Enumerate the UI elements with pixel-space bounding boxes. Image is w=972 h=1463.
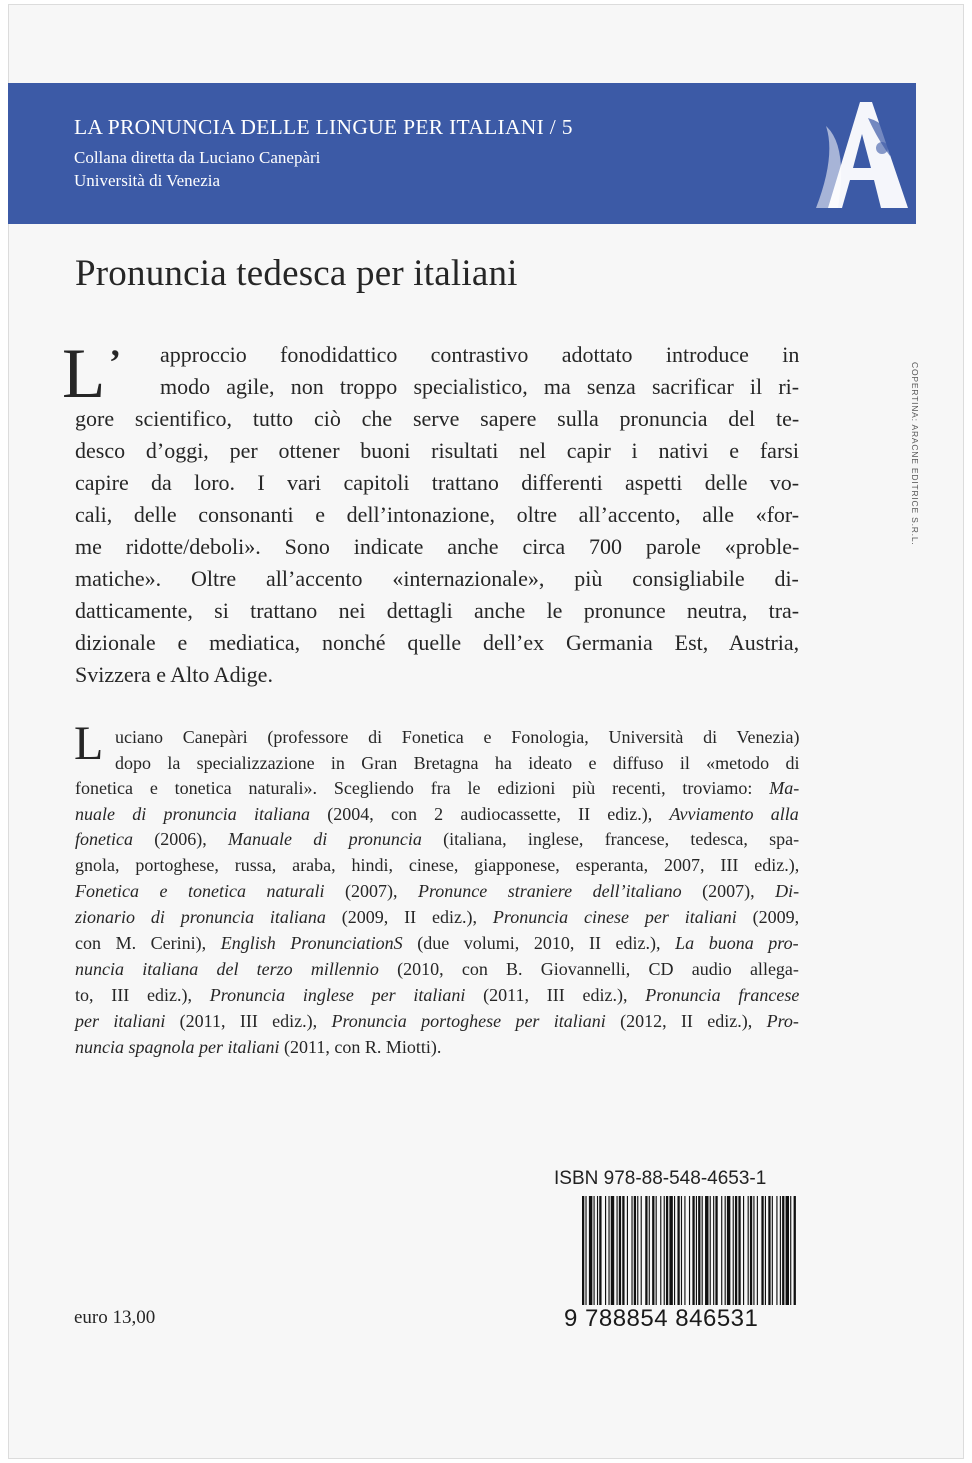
- intro-line: desco d’oggi, per ottener buoni risultati nel capir i nativi e farsi: [75, 438, 799, 463]
- barcode-digits: 9 788854 846531: [564, 1305, 802, 1333]
- bio-line: nuncia spagnola per italiani (2011, con R. Miotti).: [75, 1037, 442, 1057]
- bio-line: con M. Cerini), English PronunciationS (due volumi, 2010, II ediz.), La buona pro-: [75, 933, 799, 953]
- aracne-a-logo-icon: [808, 96, 913, 216]
- bio-line: gnola, portoghese, russa, araba, hindi, cinese, giapponese, esperanta, 2007, III ediz.),: [75, 855, 800, 875]
- intro-line: me ridotte/deboli». Sono indicate anche circa 700 parole «proble-: [75, 534, 800, 559]
- bio-line: fonetica e tonetica naturali». Scegliendo fra le edizioni più recenti, troviamo: Ma-: [75, 778, 800, 798]
- intro-line: cali, delle consonanti e dell’intonazione, oltre all’accento, alle «for-: [75, 502, 800, 527]
- intro-line: modo agile, non troppo specialistico, ma senza sacrificar il ri-: [160, 374, 800, 399]
- book-title: Pronuncia tedesca per italiani: [75, 253, 518, 294]
- intro-line: matiche». Oltre all’accento «internazionale», più consigliabile di-: [75, 566, 799, 591]
- spine-credit: COPERTINA: ARACNE EDITRICE S.R.L.: [910, 362, 920, 546]
- bio-line: dopo la specializzazione in Gran Bretagna ha ideato e diffuso il «metodo di: [115, 753, 800, 773]
- bio-line: per italiani (2011, III ediz.), Pronuncia portoghese per italiani (2012, II ediz.), Pro-: [75, 1011, 799, 1031]
- bio-line: nuale di pronuncia italiana (2004, con 2 audiocassette, II ediz.), Avviamento alla: [75, 804, 799, 824]
- intro-line: gore scientifico, tutto ciò che serve sapere sulla pronuncia del te-: [75, 406, 800, 431]
- series-title: LA PRONUNCIA DELLE LINGUE PER ITALIANI / 5: [74, 115, 573, 139]
- bio-line: nuncia italiana del terzo millennio (2010, con B. Giovannelli, CD audio allega-: [75, 959, 799, 979]
- intro-quote-mark: ’: [109, 342, 121, 382]
- bio-line: fonetica (2006), Manuale di pronuncia (italiana, inglese, francese, tedesca, spa-: [75, 829, 800, 849]
- isbn-label: ISBN 978-88-548-4653-1: [554, 1168, 767, 1189]
- intro-dropcap: L: [62, 335, 106, 413]
- bio-line: uciano Canepàri (professore di Fonetica e Fonologia, Università di Venezia): [115, 727, 800, 747]
- intro-line: approccio fonodidattico contrastivo adottato introduce in: [160, 342, 800, 367]
- intro-line: capire da loro. I vari capitoli trattano differenti aspetti delle vo-: [75, 470, 800, 495]
- bio-line: Fonetica e tonetica naturali (2007), Pronunce straniere dell’italiano (2007), Di-: [75, 881, 800, 901]
- intro-line: Svizzera e Alto Adige.: [75, 662, 273, 687]
- series-editor: Collana diretta da Luciano Canepàri: [74, 148, 321, 167]
- barcode: [582, 1196, 796, 1322]
- price-label: euro 13,00: [74, 1307, 156, 1328]
- intro-line: datticamente, si trattano nei dettagli anche le pronunce neutra, tra-: [75, 598, 800, 623]
- bio-line: zionario di pronuncia italiana (2009, II ediz.), Pronuncia cinese per italiani (2009,: [75, 907, 800, 927]
- intro-line: dizionale e mediatica, nonché quelle dell’ex Germania Est, Austria,: [75, 630, 800, 655]
- bio-line: to, III ediz.), Pronuncia inglese per italiani (2011, III ediz.), Pronuncia francese: [75, 985, 800, 1005]
- bio-dropcap: L: [74, 717, 104, 770]
- series-university: Università di Venezia: [74, 171, 221, 190]
